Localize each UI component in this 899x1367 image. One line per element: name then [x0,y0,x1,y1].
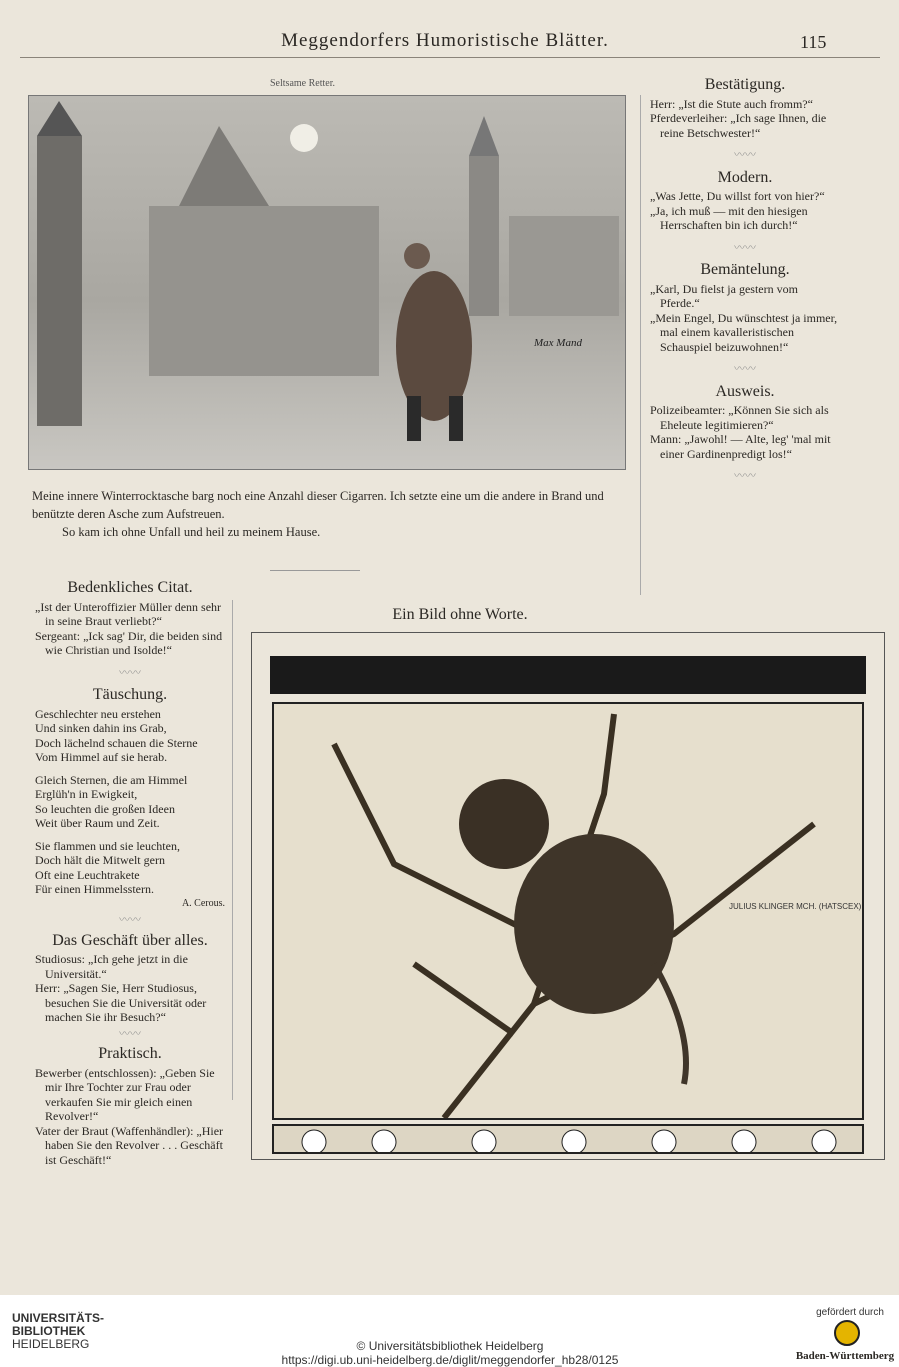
text-line: Und sinken dahin ins Grab, [35,721,167,735]
text-line: „Ist der Unteroffizier Müller denn sehr in seine Braut verliebt?“ [35,599,222,628]
copyright-notice [250,1339,650,1367]
text-line: Meine innere Winterrocktasche barg noch eine Anzahl dieser Cigarren. Ich setzte eine um die andere in Brand und benützte deren Asche zum Aufstreuen. [32,489,604,521]
text-line: Erglüh'n in Ewigkeit, [35,787,138,801]
state-coat-of-arms-icon [834,1320,860,1346]
joke-bemaentelung [650,263,840,354]
permalink[interactable]: https://digi.ub.uni-heidelberg.de/diglit/meggendorfer_hb28/0125 [281,1353,619,1367]
ornament-divider: 〰〰 [119,914,141,926]
text-line: Studiosus: „Ich gehe jetzt in die Universität.“ [35,952,188,981]
faces-drawing [274,1126,862,1152]
text-line: Sie flammen und sie leuchten, [35,838,180,853]
ornament-divider: 〰〰 [119,1027,141,1040]
monkey-illustration [272,702,864,1120]
header-rule [20,57,880,58]
right-column [650,72,840,492]
section-separator [270,570,360,571]
text-line: Weit über Raum und Zeit. [35,816,160,830]
funded-by-label: gefördert durch [816,1307,884,1318]
cartoon-title: Ein Bild ohne Worte. [392,606,528,623]
monkey-on-branch-drawing [274,704,862,1118]
text-line: Vater der Braut (Waffenhändler): „Hier haben Sie den Revolver . . . Geschäft ist Geschäft!“ [35,1123,224,1167]
text-line: Herr: „Ist die Stute auch fromm?“ [650,96,813,111]
text-line: „Mein Engel, Du wünschtest ja immer, mal einem kavalleristischen Schauspiel beizuwohnen!“ [650,310,838,354]
text-line: Bemäntelung. [700,261,790,278]
text-line: Sergeant: „Ick sag' Dir, die beiden sind wie Christian und Isolde!“ [35,628,223,657]
university-library-logo[interactable] [12,1312,104,1351]
caricature-faces-strip [272,1124,864,1154]
funder-name: Baden-Württemberg [795,1350,895,1362]
text-line: „Was Jette, Du willst fort von hier?“ [650,189,825,203]
text-line: Herr: „Sagen Sie, Herr Studiosus, besuchen Sie die Universität oder machen Sie ihr Besuch?“ [35,981,207,1024]
text-line: HEIDELBERG [12,1337,90,1351]
text-line: Gleich Sternen, die am Himmel [35,772,188,787]
text-line: Oft eine Leuchtrakete [35,867,140,882]
text-line: Bewerber (entschlossen): „Geben Sie mir Ihre Tochter zur Frau oder verkaufen Sie mir gleich einen Revolver!“ [35,1065,215,1123]
street-scene-illustration [28,95,626,470]
poem-taeuschung [35,688,225,911]
ornament-divider: 〰〰 [734,470,756,482]
text-line: Polizeibeamter: „Können Sie sich als Eheleute legitimieren?“ [650,403,829,432]
text-line: Doch lächelnd schauen die Sterne [35,735,198,750]
text-line: Ausweis. [715,382,775,400]
ornament-divider: 〰〰 [734,241,756,254]
joke-geschaeft [35,931,225,1025]
text-line: Das Geschäft über alles. [52,931,208,949]
illustration-caption [32,487,632,541]
joke-ausweis [650,382,840,462]
left-column [35,575,225,1167]
joke-modern [650,168,840,233]
text-line: Vom Himmel auf sie herab. [35,750,168,764]
text-line: Für einen Himmelsstern. [35,882,154,896]
text-line: Täuschung. [92,686,168,703]
cartoon-signature: JULIUS KLINGER MCH. (HATSCEX) [729,902,862,911]
street-scene-drawing [29,96,627,471]
text-line: Pferdeverleiher: „Ich sage Ihnen, die reine Betschwester!“ [650,111,827,140]
joke-praktisch [35,1047,225,1167]
text-line: Bestätigung. [704,76,786,93]
ornament-divider: 〰〰 [119,666,141,679]
joke-citat [35,581,225,658]
text-line: Geschlechter neu erstehen [35,706,161,721]
text-line: Doch hält die Mitwelt gern [35,853,165,867]
artist-signature: Max Mand [534,337,582,349]
poem-author: A. Cerous. [181,897,225,909]
text-line: UNIVERSITÄTS- [12,1311,105,1325]
text-line: So kam ich ohne Unfall und heil zu meinem Hause. [62,525,321,539]
joke-bestaetigung [650,78,840,140]
text-line: © Universitätsbibliothek Heidelberg [356,1339,544,1353]
illustration-title: Seltsame Retter. [270,78,335,89]
text-line: Modern. [717,168,773,186]
running-header: Meggendorfers Humoristische Blätter. [281,30,609,51]
text-line: „Ja, ich muß — mit den hiesigen Herrschaften bin ich durch!“ [650,203,808,232]
text-line: „Karl, Du fielst ja gestern vom Pferde.“ [650,281,798,310]
text-line: Praktisch. [98,1045,162,1062]
ornament-divider: 〰〰 [734,363,756,375]
text-line: Bedenkliches Citat. [67,579,193,596]
ornament-divider: 〰〰 [734,149,756,161]
text-line: Mann: „Jawohl! — Alte, leg' 'mal mit einer Gardinenpredigt los!“ [650,432,831,461]
column-rule [232,600,233,1100]
text-line: BIBLIOTHEK [12,1324,86,1338]
cartoon-black-bar [270,656,866,694]
text-line: So leuchten die großen Ideen [35,801,175,816]
page-number: 115 [800,32,827,52]
column-rule [640,95,641,595]
